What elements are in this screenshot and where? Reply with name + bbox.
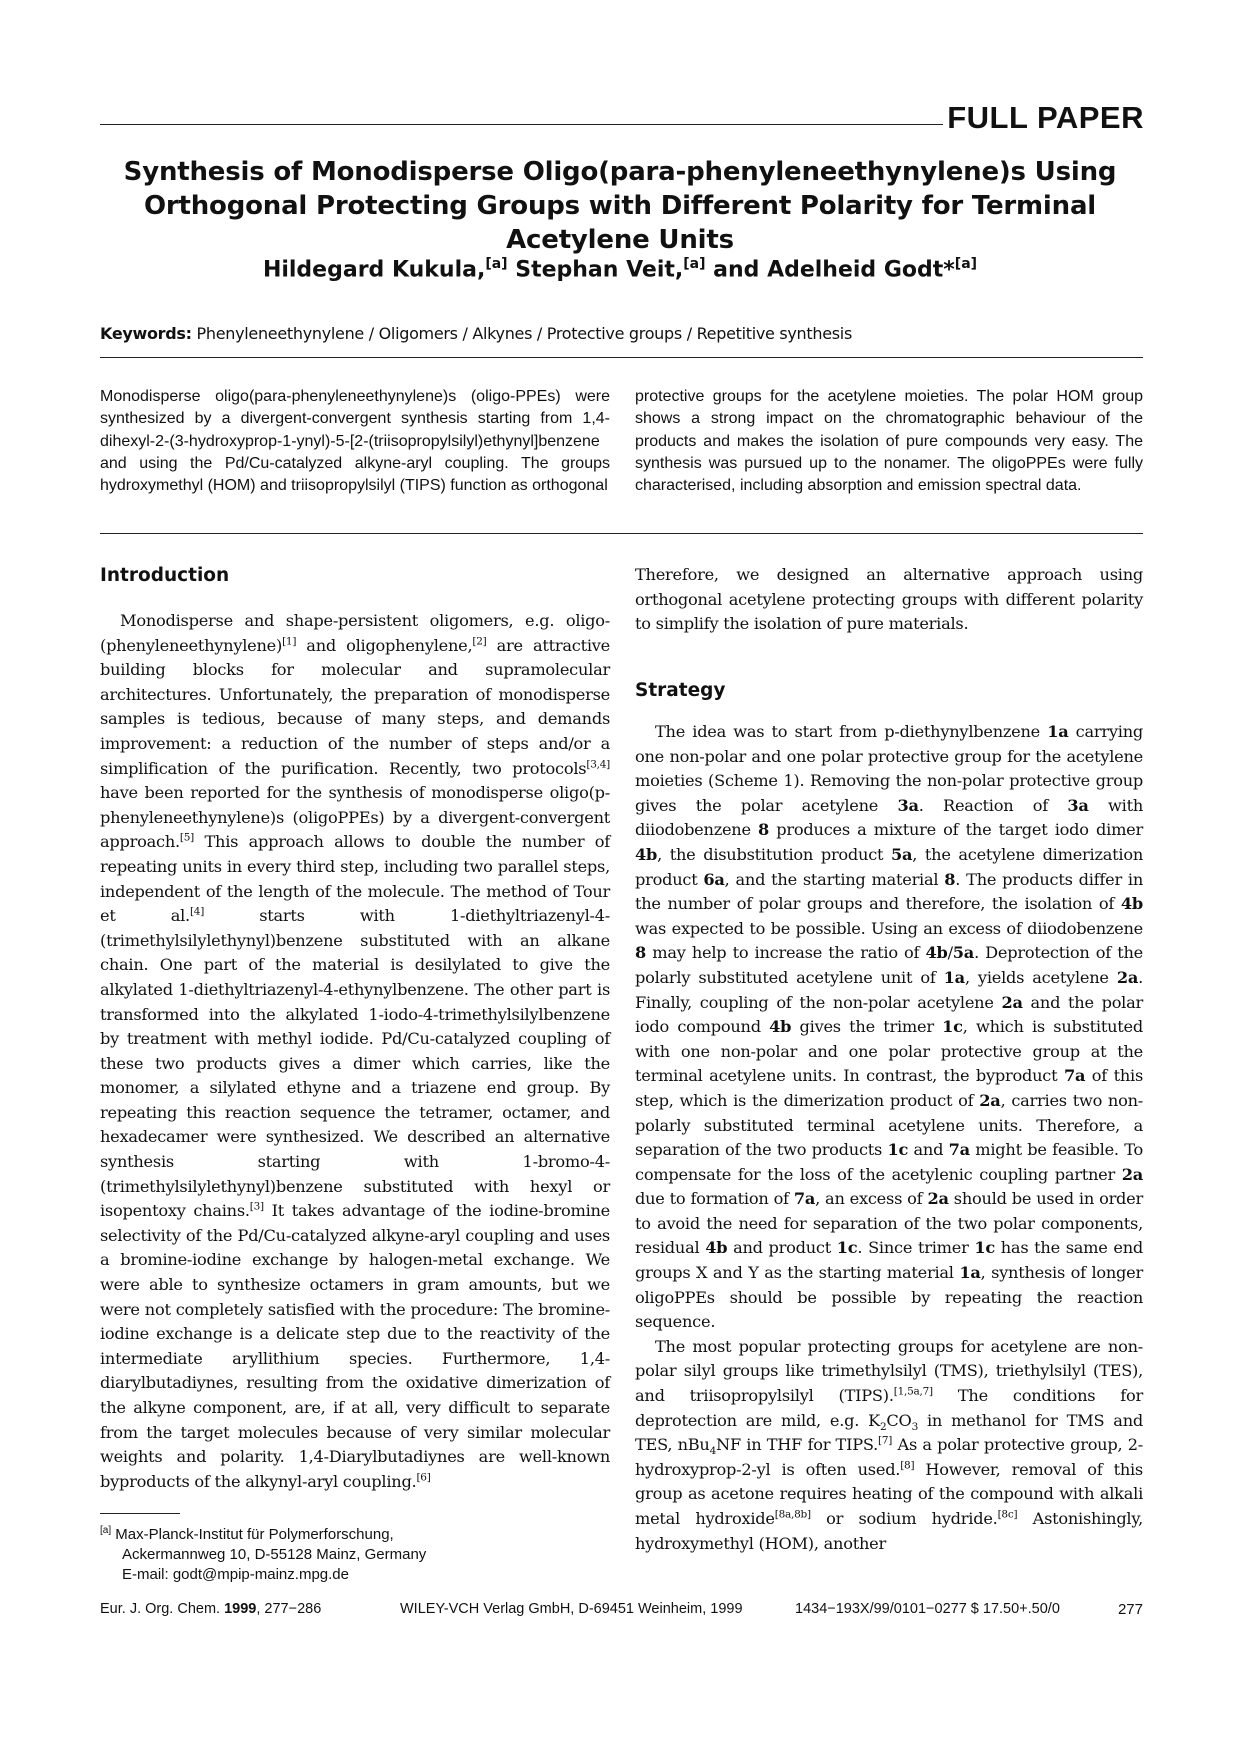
abstract-bottom-rule [100, 533, 1143, 534]
compound-number: 8 [758, 820, 770, 840]
citation-ref: [3] [249, 1200, 264, 1213]
affiliation-footnote [100, 1521, 426, 1585]
publisher-line: WILEY-VCH Verlag GmbH, D-69451 Weinheim, 1999 [400, 1601, 743, 1617]
text-run: , the disubstitution product [657, 844, 892, 864]
text-run: and [908, 1140, 949, 1160]
citation-ref: [3,4] [586, 758, 610, 771]
text-run: , carries two non-polarly substituted terminal acetylene units. Therefore, a separation of the two products [635, 1090, 1143, 1160]
compound-number: 4b [1120, 894, 1143, 914]
text-run: was expected to be possible. Using an excess of diiodobenzene [635, 918, 1143, 938]
introduction-paragraph [100, 609, 610, 1494]
compound-number: 2a [1121, 1164, 1143, 1184]
subscript: 2 [879, 1420, 887, 1433]
text-run: of this step, which is the dimerization product of [635, 1066, 1143, 1110]
text-run: However, removal of this group as acetone requires heating of the compound with alkali metal hydroxide [635, 1459, 1143, 1528]
text-run: Monodisperse and shape-persistent oligomers, e.g. oligo-(phenyleneethynylene) [100, 611, 610, 655]
abstract-right-column: protective groups for the acetylene moieties. The polar HOM group shows a strong impact on the chromatographic behaviour of the products and makes the isolation of pure compounds very easy. The synthesis was pursued up to the nonamer. The oligoPPEs were fully characterised, including absorption and emission spectral data. [635, 388, 1143, 495]
text-run: CO [886, 1410, 912, 1430]
text-run: or sodium hydride. [810, 1509, 998, 1528]
compound-number: 8 [635, 943, 647, 963]
journal-year: 1999 [224, 1601, 257, 1617]
compound-number: 1c [974, 1238, 995, 1258]
text-run: have been reported for the synthesis of monodisperse oligo(p-phenyleneethynylene)s (oligoPPEs) by a divergent-convergent approach. [100, 783, 610, 852]
paper-title: Synthesis of Monodisperse Oligo(para-phenyleneethynylene)s Using Orthogonal Protecting Groups with Different Polarity for Terminal Acetylene Units [123, 157, 1117, 255]
text-run: due to formation of [635, 1189, 794, 1209]
strategy-paragraph-1 [635, 720, 1143, 1335]
citation-ref: [4] [189, 905, 205, 918]
text-run: As a polar protective group, 2-hydroxyprop-2-yl is often used. [635, 1435, 1143, 1479]
text-run: , which is substituted with one non-polar and one polar protective group at the terminal acetylene units. In contrast, the byproduct [635, 1017, 1143, 1086]
strategy-body [635, 720, 1143, 1556]
introduction-heading: Introduction [100, 565, 230, 586]
citation-ref: [8] [900, 1459, 915, 1472]
citation-ref: [8a,8b] [774, 1508, 811, 1521]
abstract-left-column: Monodisperse oligo(para-phenyleneethynylene)s (oligo-PPEs) were synthesized by a divergent-convergent synthesis starting from 1,4-dihexyl-2-(3-hydroxyprop-1-ynyl)-5-[2-(triisopropylsilyl)ethynyl]benzene and using the Pd/Cu-catalyzed alkyne-aryl coupling. The groups hydroxymethyl (HOM) and triisopropylsilyl (TIPS) function as orthogonal [100, 388, 610, 495]
compound-number: 5a [891, 844, 913, 864]
strategy-heading: Strategy [635, 680, 726, 701]
compound-number: 3a [1067, 795, 1089, 815]
text-run: Astonishingly, hydroxymethyl (HOM), another [635, 1509, 1143, 1553]
compound-number: 7a [948, 1140, 970, 1160]
compound-number: 6a [703, 869, 725, 889]
text-run: . Finally, coupling of the non-polar acetylene [635, 967, 1143, 1012]
text-run: carrying one non-polar and one polar protective group for the acetylene moieties (Scheme 1). Removing the non-polar protective group gives the polar acetylene [635, 722, 1143, 815]
text-run: are attractive building blocks for molecular and supramolecular architectures. Unfortunately, the preparation of monodisperse samples is tedious, because of many steps, and demands improvement: a reduction of the number of steps and/or a simplification of the purification. Recently, two protocols [100, 635, 610, 778]
author-name: and Adelheid Godt* [705, 257, 955, 283]
journal-pages: , 277−286 [256, 1601, 322, 1617]
compound-number: 1a [959, 1263, 981, 1283]
keywords-text: Phenyleneethynylene / Oligomers / Alkynes / Protective groups / Repetitive synthesis [191, 324, 852, 343]
citation-ref: [7] [878, 1434, 893, 1447]
text-run: / [947, 943, 953, 963]
compound-number: 4b [769, 1017, 792, 1037]
footnote-email: E-mail: godt@mpip-mainz.mpg.de [122, 1566, 349, 1583]
text-run: The idea was to start from p-diethynylbenzene [655, 722, 1048, 741]
footnote-institute: Max-Planck-Institut für Polymerforschung, [111, 1526, 394, 1543]
text-run: , synthesis of longer oligoPPEs should be possible by repeating the reaction sequence. [635, 1263, 1143, 1332]
page-number: 277 [1117, 1601, 1143, 1618]
citation-ref: [1] [282, 635, 297, 648]
compound-number: 5a [952, 943, 975, 963]
text-run: . The products differ in the number of polar groups and therefore, the isolation of [635, 869, 1143, 914]
text-run: should be used in order to avoid the need for separation of the two polar components, residual [635, 1189, 1143, 1258]
text-run: in methanol for TMS and TES, nBu [635, 1410, 1143, 1455]
journal-name: Eur. J. Org. Chem. [100, 1601, 225, 1617]
compound-number: 1a [943, 967, 965, 987]
text-run: The conditions for deprotection are mild, e.g. K [635, 1386, 1144, 1430]
text-run: , yields acetylene [964, 967, 1117, 987]
text-run: and the polar iodo compound [635, 992, 1144, 1037]
affiliation-marker: [a] [683, 256, 706, 272]
text-run: with diiodobenzene [635, 795, 1144, 840]
keywords-line [100, 324, 852, 343]
text-run: has the same end groups X and Y as the starting material [635, 1238, 1143, 1283]
subscript: 3 [911, 1420, 919, 1433]
text-run: starts with 1-diethyltriazenyl-4-(trimethylsilylethynyl)benzene substituted with an alkane chain. One part of the material is desilylated to give the alkylated 1-diethyltriazenyl-4-ethynylbenzene. The other part is transformed into the alkylated 1-iodo-4-trimethylsilylbenzene by treatment with methyl iodide. Pd/Cu-catalyzed coupling of these two products gives a dimer which carries, like the monomer, a silylated ethyne and a triazene end group. By repeating this reaction sequence the tetramer, octamer, and hexadecamer were synthesized. We described an alternative synthesis starting with 1-bromo-4-(trimethylsilylethynyl)benzene substituted with hexyl or isopentoxy chains. [100, 906, 610, 1221]
citation-ref: [6] [416, 1471, 431, 1484]
text-run: might be feasible. To compensate for the loss of the acetylenic coupling partner [635, 1140, 1143, 1184]
compound-number: 1c [887, 1140, 909, 1160]
text-run: It takes advantage of the iodine-bromine selectivity of the Pd/Cu-catalyzed alkyne-aryl coupling and uses a bromine-iodine exchange by halogen-metal exchange. We were able to synthesize octamers in gram amounts, but we were not completely satisfied with the procedure: The bromine-iodine exchange is a delicate step due to the reactivity of the intermediate aryllithium species. Furthermore, 1,4-diarylbutadiynes, resulting from the oxidative dimerization of the alkyne component, are, if at all, very difficult to separate from the target molecules because of very similar molecular weights and polarity. 1,4-Diarylbutadiynes are well-known byproducts of the alkynyl-aryl coupling. [100, 1201, 610, 1491]
text-run: The most popular protecting groups for acetylene are non-polar silyl groups like trimethylsilyl (TMS), triethylsilyl (TES), and triisopropylsilyl (TIPS). [635, 1336, 1143, 1406]
citation-ref: [2] [472, 635, 487, 648]
compound-number: 3a [897, 795, 919, 815]
copyright-code: 1434−193X/99/0101−0277 $ 17.50+.50/0 [795, 1601, 1060, 1617]
compound-number: 1c [836, 1238, 858, 1258]
text-run: produces a mixture of the target iodo dimer [769, 820, 1143, 840]
text-run: NF in THF for TIPS. [716, 1435, 879, 1455]
compound-number: 1c [942, 1017, 963, 1037]
footnote-address: Ackermannweg 10, D-55128 Mainz, Germany [122, 1546, 427, 1563]
introduction-continuation [635, 563, 1143, 637]
text-run: , and the starting material [724, 869, 945, 889]
author-name: Stephan Veit, [507, 257, 684, 283]
citation-ref: [5] [179, 831, 195, 844]
abstract-top-rule [100, 357, 1143, 358]
text-run: . Reaction of [918, 795, 1068, 815]
compound-number: 2a [927, 1189, 949, 1209]
text-run: may help to increase the ratio of [646, 943, 926, 963]
compound-number: 7a [793, 1189, 816, 1209]
compound-number: 2a [979, 1090, 1001, 1110]
compound-number: 7a [1063, 1066, 1086, 1086]
keywords-label: Keywords: [100, 324, 192, 343]
citation-ref: [8c] [997, 1508, 1018, 1521]
compound-number: 4b [635, 844, 658, 864]
compound-number: 4b [705, 1238, 728, 1258]
text-run: gives the trimer [791, 1017, 943, 1037]
compound-number: 4b [925, 943, 948, 963]
introduction-body [100, 609, 610, 1494]
header-rule [100, 124, 943, 125]
text-run: , the acetylene dimerization product [635, 844, 1143, 889]
author-name: Hildegard Kukula, [262, 257, 486, 283]
continuation-paragraph: Therefore, we designed an alternative approach using orthogonal acetylene protecting groups with different polarity to simplify the isolation of pure materials. [635, 565, 1143, 634]
affiliation-marker: [a] [485, 256, 508, 272]
article-type-label: FULL PAPER [947, 100, 1144, 135]
subscript: 4 [709, 1445, 717, 1458]
author-list [95, 256, 1145, 282]
compound-number: 2a [1116, 967, 1139, 987]
affiliation-marker: [a] [954, 256, 978, 272]
footnote-rule [100, 1513, 180, 1514]
compound-number: 8 [944, 869, 956, 889]
text-run: . Deprotection of the polarly substituted acetylene unit of [635, 943, 1143, 987]
strategy-paragraph-2 [635, 1335, 1143, 1556]
journal-citation [100, 1601, 321, 1617]
citation-ref: [1,5a,7] [893, 1385, 933, 1398]
text-run: This approach allows to double the number of repeating units in every third step, including two parallel steps, independent of the length of the molecule. The method of Tour et al. [100, 832, 610, 926]
text-run: and product [727, 1238, 837, 1258]
text-run: . Since trimer [857, 1238, 975, 1258]
compound-number: 2a [1001, 992, 1023, 1012]
compound-number: 1a [1047, 722, 1069, 741]
footnote-marker: [a] [100, 1525, 112, 1536]
text-run: , an excess of [815, 1189, 928, 1209]
text-run: and oligophenylene, [296, 635, 473, 655]
